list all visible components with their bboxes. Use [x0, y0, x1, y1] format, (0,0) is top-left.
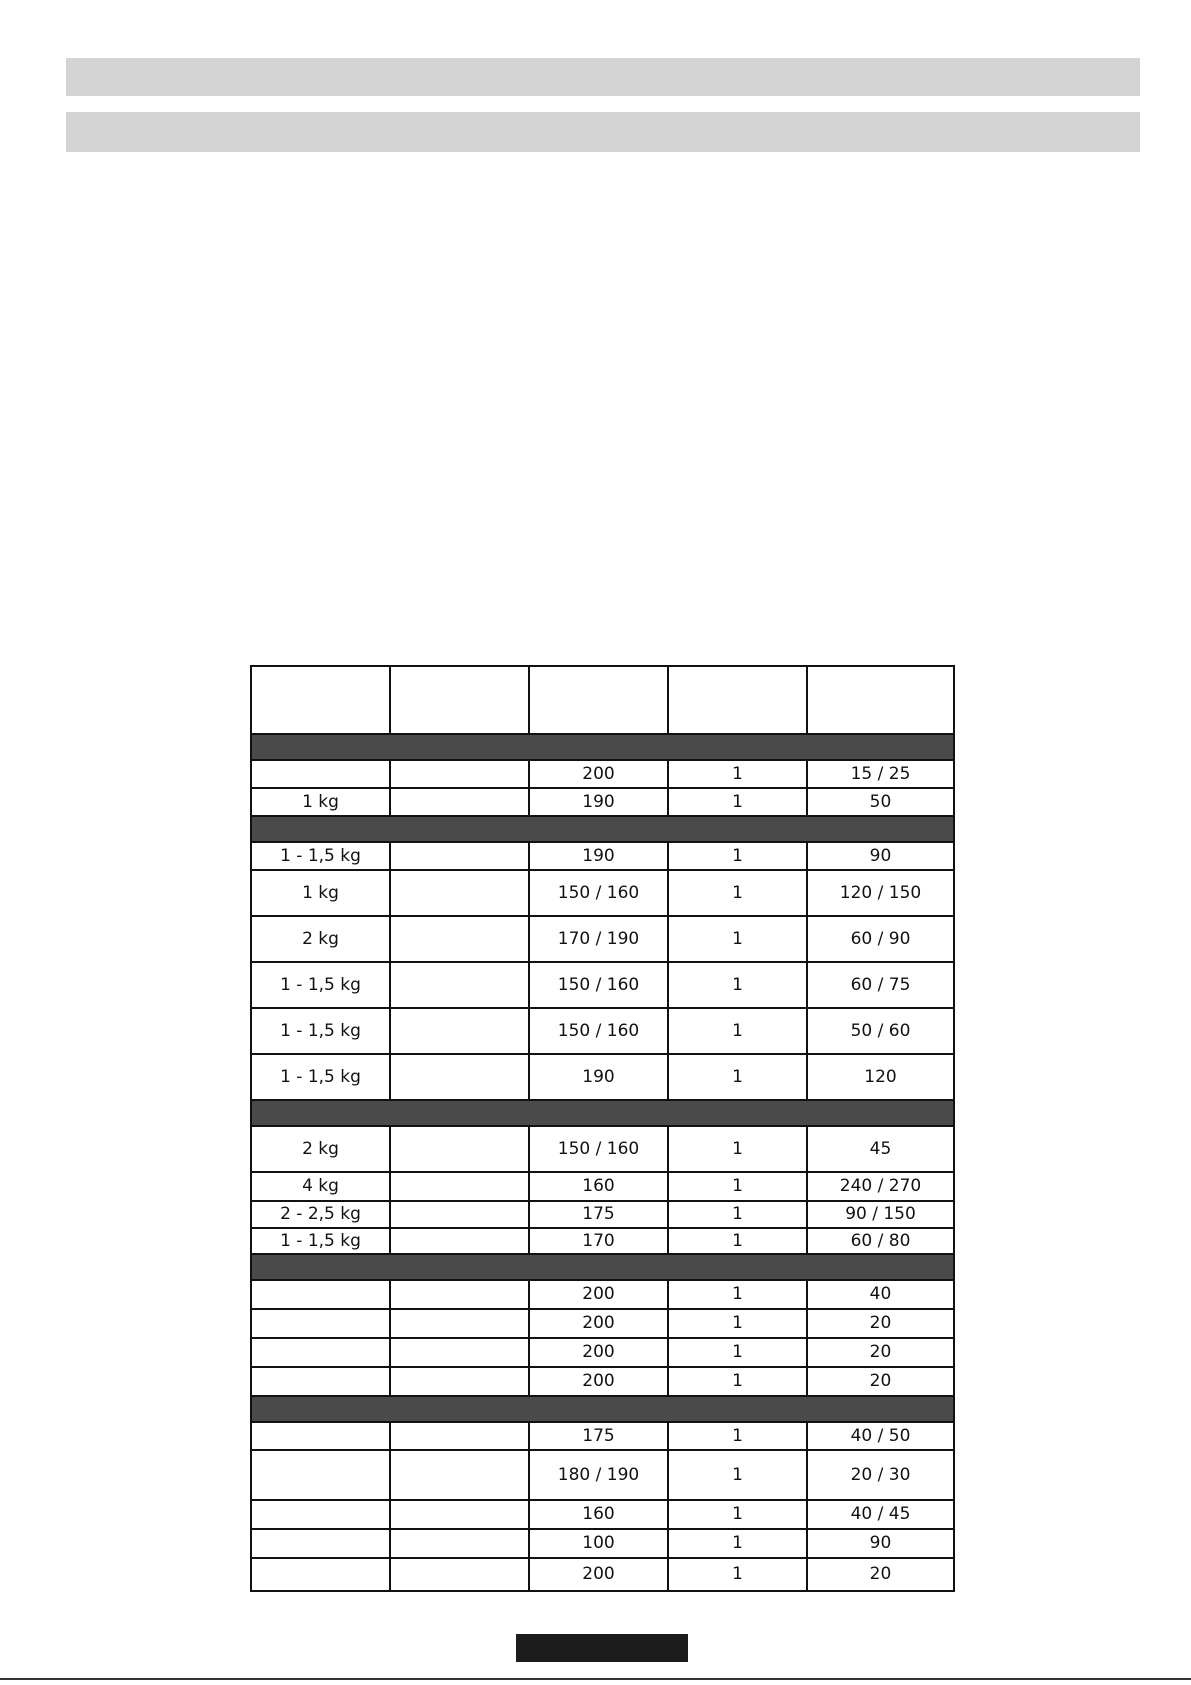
- table-cell: [390, 1309, 529, 1338]
- table-cell: 1: [668, 1367, 807, 1396]
- table-cell: 20: [807, 1338, 954, 1367]
- table-cell: 1: [668, 916, 807, 962]
- table-row: [251, 1126, 954, 1172]
- title-bar: [66, 58, 1140, 96]
- table-cell: 20: [807, 1309, 954, 1338]
- section-header-cell: [251, 1396, 954, 1422]
- table-cell: [390, 962, 529, 1008]
- table-cell: 150 / 160: [529, 1008, 668, 1054]
- table-row: [251, 1309, 954, 1338]
- table-cell: [390, 1126, 529, 1172]
- section-header-cell: [251, 816, 954, 842]
- table-cell: 60 / 75: [807, 962, 954, 1008]
- table-cell: 50: [807, 788, 954, 816]
- table-cell: [251, 1529, 390, 1558]
- section-header-row: [251, 1396, 954, 1422]
- table-row: [251, 1338, 954, 1367]
- table-cell: 1: [668, 1338, 807, 1367]
- section-header-row: [251, 816, 954, 842]
- table-cell: 1 - 1,5 kg: [251, 842, 390, 870]
- table-cell: 1: [668, 1450, 807, 1500]
- table-cell: [390, 1529, 529, 1558]
- table-cell: 20 / 30: [807, 1450, 954, 1500]
- header-cell: [668, 666, 807, 734]
- table-row: [251, 760, 954, 788]
- table-cell: 1: [668, 760, 807, 788]
- table-cell: 45: [807, 1126, 954, 1172]
- table-cell: [390, 1172, 529, 1201]
- table-cell: 150 / 160: [529, 962, 668, 1008]
- table-cell: [251, 1280, 390, 1309]
- table-cell: 200: [529, 760, 668, 788]
- table-cell: 200: [529, 1367, 668, 1396]
- table-cell: 1: [668, 1309, 807, 1338]
- table-cell: 1 - 1,5 kg: [251, 1228, 390, 1254]
- table-cell: 1: [668, 870, 807, 916]
- table-cell: 200: [529, 1309, 668, 1338]
- table-cell: [390, 870, 529, 916]
- table-cell: 1: [668, 1126, 807, 1172]
- table-cell: 20: [807, 1367, 954, 1396]
- table-cell: 15 / 25: [807, 760, 954, 788]
- table-cell: [390, 1422, 529, 1450]
- table-cell: 175: [529, 1422, 668, 1450]
- table-cell: 1: [668, 1529, 807, 1558]
- header-cell: [390, 666, 529, 734]
- table-cell: 1: [668, 1280, 807, 1309]
- table-cell: 170 / 190: [529, 916, 668, 962]
- table-row: [251, 1228, 954, 1254]
- table-row: [251, 1450, 954, 1500]
- table-cell: 1: [668, 1558, 807, 1591]
- table-row: [251, 1054, 954, 1100]
- table-cell: [390, 1450, 529, 1500]
- table-cell: 1 - 1,5 kg: [251, 1008, 390, 1054]
- table-cell: 1 - 1,5 kg: [251, 962, 390, 1008]
- table-cell: 40: [807, 1280, 954, 1309]
- table-cell: 170: [529, 1228, 668, 1254]
- table-cell: 190: [529, 788, 668, 816]
- table-header-row: [251, 666, 954, 734]
- table-cell: 1 kg: [251, 870, 390, 916]
- table-row: [251, 788, 954, 816]
- table-cell: 200: [529, 1280, 668, 1309]
- table-row: [251, 1008, 954, 1054]
- table-row: [251, 962, 954, 1008]
- table-cell: 150 / 160: [529, 1126, 668, 1172]
- table-cell: [390, 1228, 529, 1254]
- table-cell: 4 kg: [251, 1172, 390, 1201]
- table-cell: 60 / 80: [807, 1228, 954, 1254]
- section-header-cell: [251, 1254, 954, 1280]
- table-cell: 1: [668, 842, 807, 870]
- page-number-bar: [516, 1634, 688, 1662]
- table-cell: 1 - 1,5 kg: [251, 1054, 390, 1100]
- subtitle-bar: [66, 112, 1140, 152]
- table-row: [251, 1280, 954, 1309]
- table-cell: 1: [668, 1201, 807, 1228]
- table-cell: 100: [529, 1529, 668, 1558]
- table-cell: [251, 1338, 390, 1367]
- table-cell: [390, 916, 529, 962]
- section-header-row: [251, 1100, 954, 1126]
- table-row: [251, 842, 954, 870]
- cooking-table: [250, 665, 955, 1592]
- table-row: [251, 1558, 954, 1591]
- table-cell: 160: [529, 1500, 668, 1529]
- table-cell: 1: [668, 1172, 807, 1201]
- table-cell: [251, 1500, 390, 1529]
- table-cell: [251, 1558, 390, 1591]
- table-cell: 40 / 50: [807, 1422, 954, 1450]
- table-cell: 120 / 150: [807, 870, 954, 916]
- table-cell: [390, 1338, 529, 1367]
- table-cell: 2 - 2,5 kg: [251, 1201, 390, 1228]
- table-cell: 1: [668, 962, 807, 1008]
- page-bottom-line: [0, 1678, 1191, 1680]
- table-cell: 90: [807, 1529, 954, 1558]
- table-cell: 60 / 90: [807, 916, 954, 962]
- table-row: [251, 916, 954, 962]
- header-cell: [529, 666, 668, 734]
- table-cell: 120: [807, 1054, 954, 1100]
- section-header-row: [251, 1254, 954, 1280]
- table-row: [251, 1201, 954, 1228]
- table-cell: [390, 1280, 529, 1309]
- table-cell: [251, 1422, 390, 1450]
- section-header-cell: [251, 1100, 954, 1126]
- table-cell: 20: [807, 1558, 954, 1591]
- header-cell: [807, 666, 954, 734]
- table-row: [251, 1172, 954, 1201]
- table-cell: [390, 788, 529, 816]
- table-row: [251, 1422, 954, 1450]
- table-row: [251, 870, 954, 916]
- table-cell: 90: [807, 842, 954, 870]
- table-cell: [251, 1367, 390, 1396]
- table-cell: 175: [529, 1201, 668, 1228]
- table-cell: 190: [529, 842, 668, 870]
- table-cell: [390, 1367, 529, 1396]
- table-cell: 1 kg: [251, 788, 390, 816]
- header-cell: [251, 666, 390, 734]
- table-cell: 190: [529, 1054, 668, 1100]
- table-cell: 1: [668, 1008, 807, 1054]
- table-cell: [390, 842, 529, 870]
- table-cell: 1: [668, 788, 807, 816]
- table-cell: 150 / 160: [529, 870, 668, 916]
- table-cell: 160: [529, 1172, 668, 1201]
- table-cell: 200: [529, 1558, 668, 1591]
- table-cell: [390, 1008, 529, 1054]
- table-cell: 2 kg: [251, 1126, 390, 1172]
- table-cell: [390, 1054, 529, 1100]
- table-cell: [251, 1450, 390, 1500]
- table-cell: 180 / 190: [529, 1450, 668, 1500]
- table-row: [251, 1367, 954, 1396]
- table-cell: [251, 1309, 390, 1338]
- section-header-row: [251, 734, 954, 760]
- table-cell: 2 kg: [251, 916, 390, 962]
- table-row: [251, 1529, 954, 1558]
- section-header-cell: [251, 734, 954, 760]
- table-cell: 40 / 45: [807, 1500, 954, 1529]
- table-cell: 240 / 270: [807, 1172, 954, 1201]
- table-cell: [390, 1201, 529, 1228]
- table-cell: 1: [668, 1500, 807, 1529]
- table-cell: [251, 760, 390, 788]
- table-cell: 90 / 150: [807, 1201, 954, 1228]
- table-cell: 50 / 60: [807, 1008, 954, 1054]
- table-row: [251, 1500, 954, 1529]
- table-cell: [390, 760, 529, 788]
- table-cell: 200: [529, 1338, 668, 1367]
- table-cell: 1: [668, 1228, 807, 1254]
- table-cell: [390, 1558, 529, 1591]
- table-cell: [390, 1500, 529, 1529]
- table-cell: 1: [668, 1422, 807, 1450]
- table-cell: 1: [668, 1054, 807, 1100]
